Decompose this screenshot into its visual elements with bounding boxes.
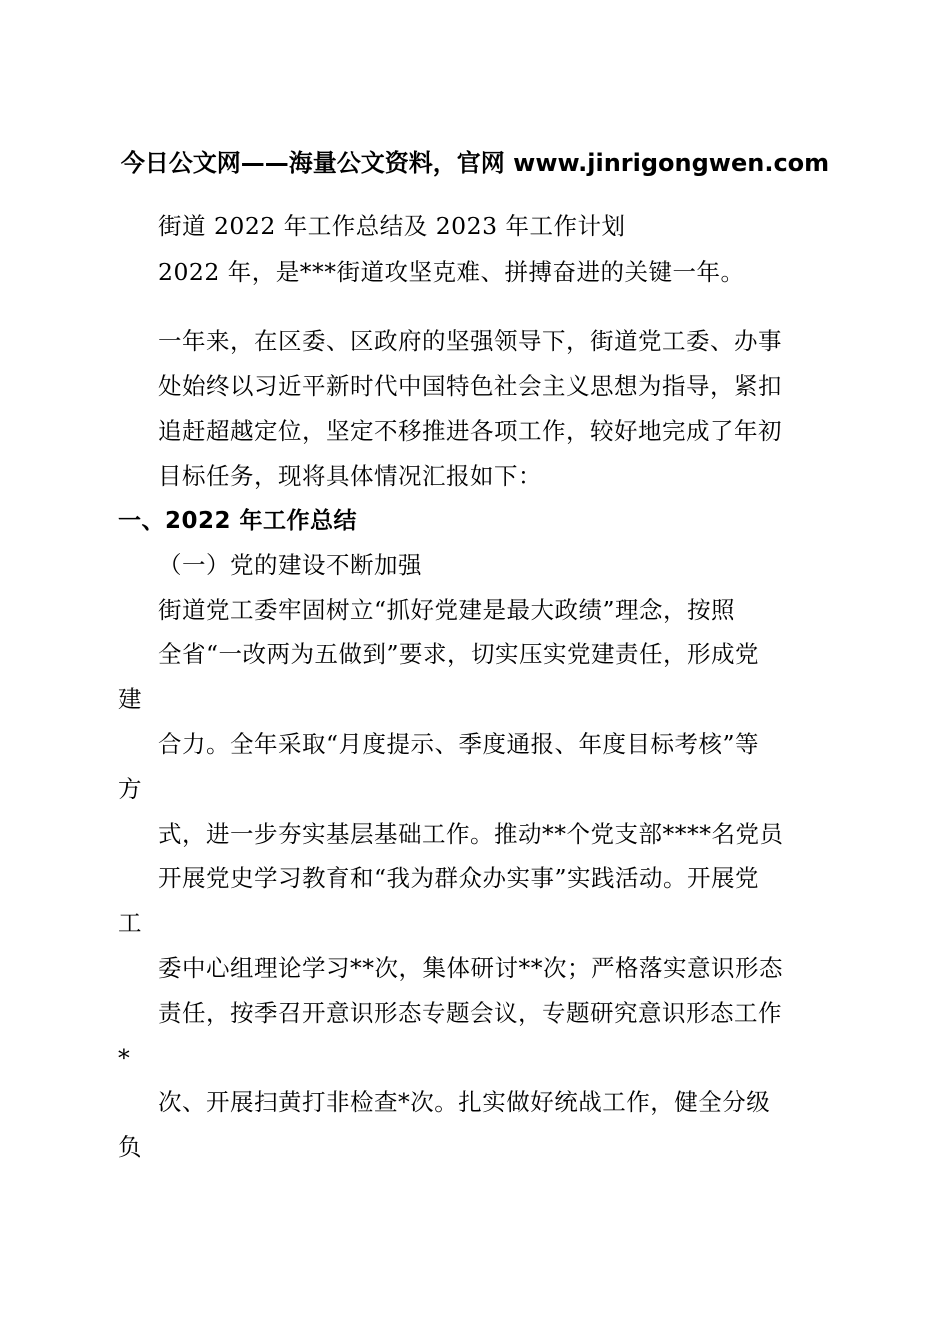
paragraph-line: 追赶超越定位，坚定不移推进各项工作，较好地完成了年初 xyxy=(158,417,782,445)
paragraph-line: 开展党史学习教育和“我为群众办实事”实践活动。开展党 xyxy=(158,864,760,892)
paragraph-line-wrap: * xyxy=(118,1044,131,1072)
paragraph-line: 次、开展扫黄打非检查*次。扎实做好统战工作，健全分级 xyxy=(158,1088,771,1116)
paragraph-line: 全省“一改两为五做到”要求，切实压实党建责任，形成党 xyxy=(158,640,760,668)
paragraph-line-wrap: 负 xyxy=(118,1133,142,1161)
paragraph-line: 式，进一步夯实基层基础工作。推动**个党支部****名党员 xyxy=(158,820,784,848)
document-title: 街道 2022 年工作总结及 2023 年工作计划 xyxy=(158,212,626,240)
paragraph-line: 街道党工委牢固树立“抓好党建是最大政绩”理念，按照 xyxy=(158,596,736,624)
paragraph-line-wrap: 方 xyxy=(118,775,142,803)
paragraph-line: 目标任务，现将具体情况汇报如下： xyxy=(158,462,542,490)
paragraph-line: 一年来，在区委、区政府的坚强领导下，街道党工委、办事 xyxy=(158,327,782,355)
paragraph-line: 处始终以习近平新时代中国特色社会主义思想为指导，紧扣 xyxy=(158,372,782,400)
paragraph-line: 2022 年，是***街道攻坚克难、拼搏奋进的关键一年。 xyxy=(158,258,745,286)
paragraph-line-wrap: 建 xyxy=(118,685,142,713)
paragraph-line: 责任，按季召开意识形态专题会议，专题研究意识形态工作 xyxy=(158,999,782,1027)
section-heading: 一、2022 年工作总结 xyxy=(118,508,358,534)
paragraph-line: 委中心组理论学习**次，集体研讨**次；严格落实意识形态 xyxy=(158,954,783,982)
subsection-heading: （一）党的建设不断加强 xyxy=(158,551,422,579)
paragraph-line-wrap: 工 xyxy=(118,909,142,937)
site-banner: 今日公文网——海量公文资料，官网 www.jinrigongwen.com xyxy=(120,149,830,177)
paragraph-line: 合力。全年采取“月度提示、季度通报、年度目标考核”等 xyxy=(158,730,760,758)
